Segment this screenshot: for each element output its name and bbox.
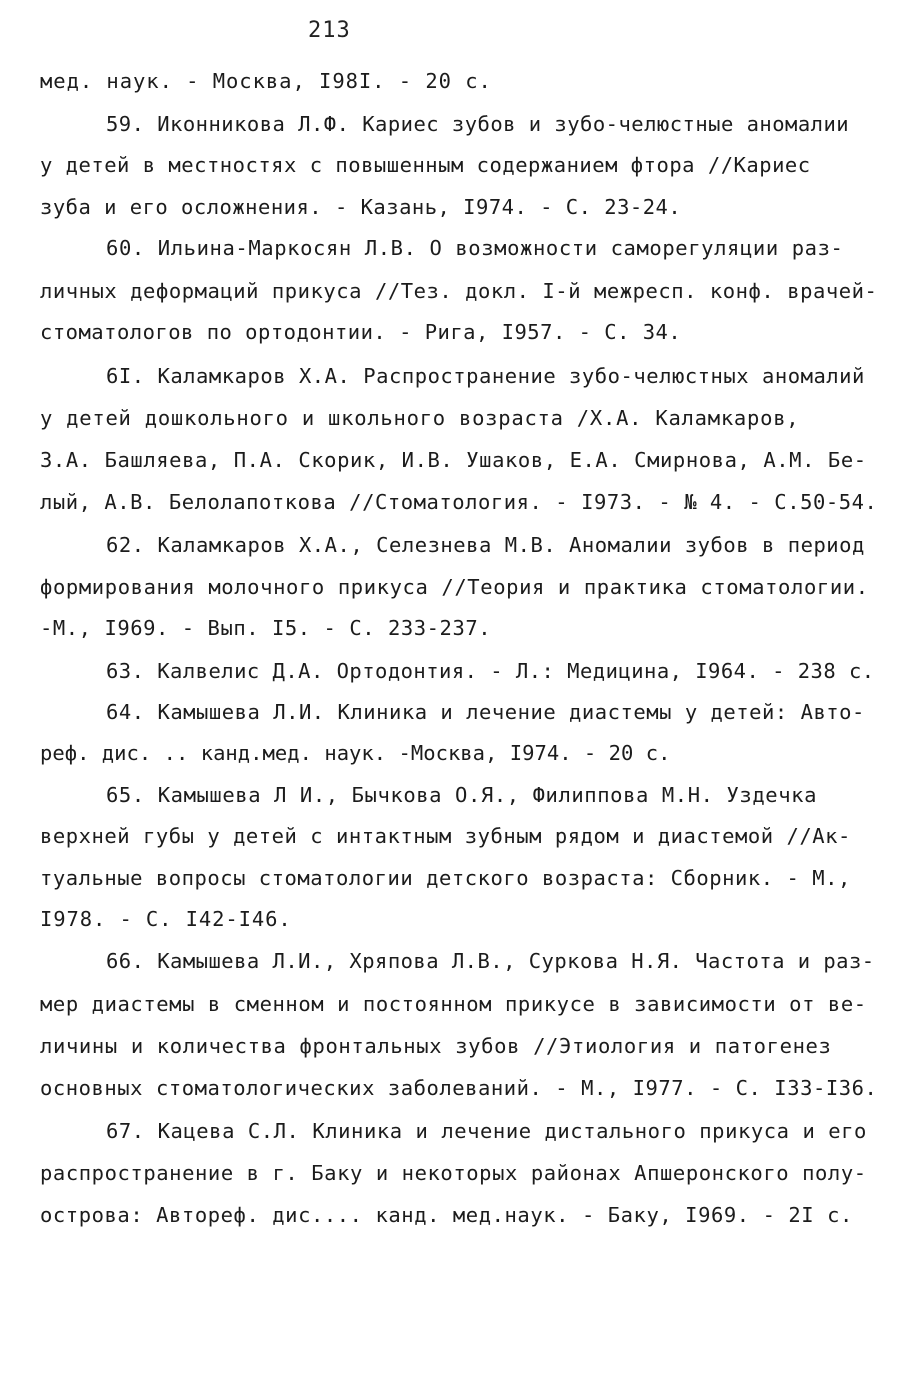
page-number: 213 — [308, 18, 351, 43]
text-line-24: личины и количества фронтальных зубов //Этиология и патогенез — [40, 1034, 832, 1058]
text-line-10: З.А. Башляева, П.А. Скорик, И.В. Ушаков, Е.А. Смирнова, А.М. Бе- — [40, 448, 867, 472]
text-line-17: реф. дис. .. канд.мед. наук. -Москва, I974. - 20 с. — [40, 741, 671, 765]
text-line-16: 64. Камышева Л.И. Клиника и лечение диастемы у детей: Авто- — [106, 700, 865, 724]
text-line-8: 6I. Каламкаров Х.А. Распространение зубо-челюстных аномалий — [106, 364, 865, 388]
text-line-21: I978. - С. I42-I46. — [40, 907, 292, 931]
text-line-14: -М., I969. - Вып. I5. - С. 233-237. — [40, 616, 492, 640]
text-line-2: 59. Иконникова Л.Ф. Кариес зубов и зубо-челюстные аномалии — [106, 112, 850, 136]
text-line-20: туальные вопросы стоматологии детского возраста: Сборник. - М., — [40, 866, 851, 890]
text-line-11: лый, А.В. Белолапоткова //Стоматология. - I973. - № 4. - С.50-54. — [40, 490, 878, 514]
text-line-7: стоматологов по ортодонтии. - Рига, I957. - С. 34. — [40, 320, 682, 344]
text-line-22: 66. Камышева Л.И., Хряпова Л.В., Суркова Н.Я. Частота и раз- — [106, 949, 875, 973]
text-line-28: острова: Автореф. дис.... канд. мед.наук. - Баку, I969. - 2I с. — [40, 1203, 853, 1227]
text-line-25: основных стоматологических заболеваний. - М., I977. - С. I33-I36. — [40, 1076, 878, 1100]
text-line-18: 65. Камышева Л И., Бычкова О.Я., Филиппова М.Н. Уздечка — [106, 783, 817, 807]
text-line-1: мед. наук. - Москва, I98I. - 20 с. — [40, 69, 492, 93]
text-line-27: распространение в г. Баку и некоторых районах Апшеронского полу- — [40, 1161, 867, 1185]
text-line-13: формирования молочного прикуса //Теория и практика стоматологии. — [40, 575, 869, 599]
text-line-3: у детей в местностях с повышенным содержанием фтора //Кариес — [40, 153, 811, 177]
text-line-26: 67. Кацева С.Л. Клиника и лечение дистального прикуса и его — [106, 1119, 867, 1143]
text-line-19: верхней губы у детей с интактным зубным рядом и диастемой //Ак- — [40, 824, 851, 848]
text-line-5: 60. Ильина-Маркосян Л.В. О возможности саморегуляции раз- — [106, 236, 844, 260]
text-line-12: 62. Каламкаров Х.А., Селезнева М.В. Аномалии зубов в период — [106, 533, 865, 557]
text-line-9: у детей дошкольного и школьного возраста /Х.А. Каламкаров, — [40, 406, 800, 430]
text-line-6: личных деформаций прикуса //Тез. докл. I-й межресп. конф. врачей- — [40, 279, 878, 303]
text-line-23: мер диастемы в сменном и постоянном прикусе в зависимости от ве- — [40, 992, 867, 1016]
text-line-15: 63. Калвелис Д.А. Ортодонтия. - Л.: Медицина, I964. - 238 с. — [106, 659, 875, 683]
text-line-4: зуба и его осложнения. - Казань, I974. - С. 23-24. — [40, 195, 682, 219]
